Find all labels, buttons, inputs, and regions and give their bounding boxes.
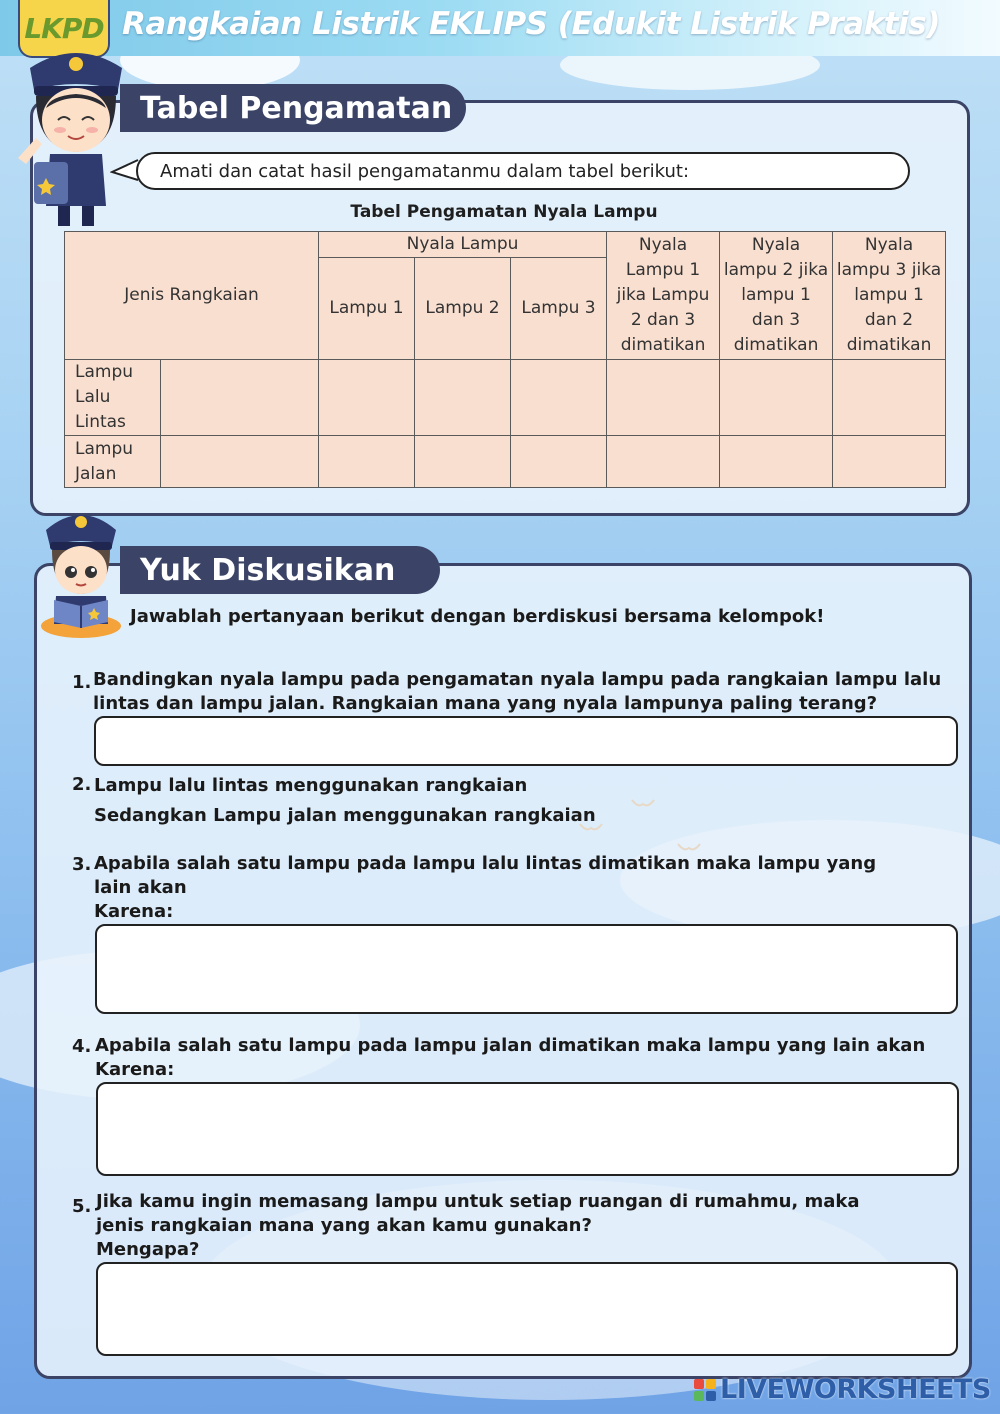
question-text: Sedangkan Lampu jalan menggunakan rangkaian (94, 805, 596, 826)
liveworksheets-watermark (694, 1374, 991, 1405)
liveworksheets-logo-icon (694, 1379, 716, 1401)
watermark-text: LIVEWORKSHEETS (720, 1374, 991, 1405)
answer-cell[interactable] (415, 360, 511, 436)
answer-cell[interactable] (161, 436, 319, 488)
lkpd-badge: LKPD (18, 0, 110, 58)
police-mascot-reading-icon (38, 500, 124, 640)
question-number: 3. (72, 854, 92, 875)
table-row (65, 436, 946, 488)
answer-field-q3[interactable] (95, 924, 958, 1014)
question-number: 5. (72, 1196, 92, 1217)
instruction-bubble: Amati dan catat hasil pengamatanmu dalam tabel berikut: (136, 152, 910, 190)
header-lampu-1: Lampu 1 (319, 258, 415, 360)
row-label-lampu-jalan: Lampu Jalan (65, 436, 161, 488)
header-jenis-rangkaian: Jenis Rangkaian (65, 232, 319, 360)
answer-cell[interactable] (607, 436, 720, 488)
answer-cell[interactable] (720, 360, 833, 436)
answer-field-q4[interactable] (96, 1082, 959, 1176)
answer-cell[interactable] (833, 360, 946, 436)
row-label-lampu-lalu-lintas: Lampu Lalu Lintas (65, 360, 161, 436)
observation-section-title: Tabel Pengamatan (120, 84, 466, 132)
header-nyala-lampu: Nyala Lampu (319, 232, 607, 258)
question-text: Bandingkan nyala lampu pada pengamatan nyala lampu pada rangkaian lampu lalu lintas dan lampu jalan. Rangkaian mana yang nyala lampunya paling terang? (93, 669, 942, 714)
observation-table (64, 231, 946, 488)
question-number: 4. (72, 1036, 92, 1057)
answer-cell[interactable] (833, 436, 946, 488)
header-lampu-2: Lampu 2 (415, 258, 511, 360)
question-text: Apabila salah satu lampu pada lampu jalan dimatikan maka lampu yang lain akan (95, 1035, 926, 1056)
answer-cell[interactable] (319, 436, 415, 488)
question-text: Apabila salah satu lampu pada lampu lalu lintas dimatikan maka lampu yang lain akan (94, 853, 877, 898)
answer-cell[interactable] (720, 436, 833, 488)
answer-field-q1[interactable] (94, 716, 958, 766)
reason-label: Mengapa? (96, 1239, 200, 1260)
answer-cell[interactable] (415, 436, 511, 488)
answer-cell[interactable] (511, 360, 607, 436)
answer-field-q5[interactable] (96, 1262, 958, 1356)
table-row (65, 360, 946, 436)
discussion-instruction: Jawablah pertanyaan berikut dengan berdiskusi bersama kelompok! (130, 606, 825, 627)
bird-icon (630, 798, 656, 810)
question-text: Jika kamu ingin memasang lampu untuk setiap ruangan di rumahmu, maka jenis rangkaian mana yang akan kamu gunakan? (96, 1191, 860, 1236)
bird-icon (578, 822, 604, 834)
header-off-1-2: Nyala lampu 3 jika lampu 1 dan 2 dimatikan (833, 232, 946, 360)
question-text: Lampu lalu lintas menggunakan rangkaian (94, 775, 528, 796)
question-number: 1. (72, 672, 92, 693)
answer-cell[interactable] (319, 360, 415, 436)
answer-cell[interactable] (161, 360, 319, 436)
page-title: Rangkaian Listrik EKLIPS (Edukit Listrik Praktis) (122, 6, 940, 42)
header-off-2-3: Nyala Lampu 1 jika Lampu 2 dan 3 dimatikan (607, 232, 720, 360)
question-number: 2. (72, 774, 92, 795)
reason-label: Karena: (94, 901, 174, 922)
table-title: Tabel Pengamatan Nyala Lampu (350, 202, 658, 222)
bird-icon (676, 842, 702, 854)
header-off-1-3: Nyala lampu 2 jika lampu 1 dan 3 dimatikan (720, 232, 833, 360)
header-bar (0, 0, 1000, 56)
reason-label: Karena: (95, 1059, 175, 1080)
discussion-section-title: Yuk Diskusikan (120, 546, 440, 594)
answer-cell[interactable] (607, 360, 720, 436)
header-lampu-3: Lampu 3 (511, 258, 607, 360)
answer-cell[interactable] (511, 436, 607, 488)
